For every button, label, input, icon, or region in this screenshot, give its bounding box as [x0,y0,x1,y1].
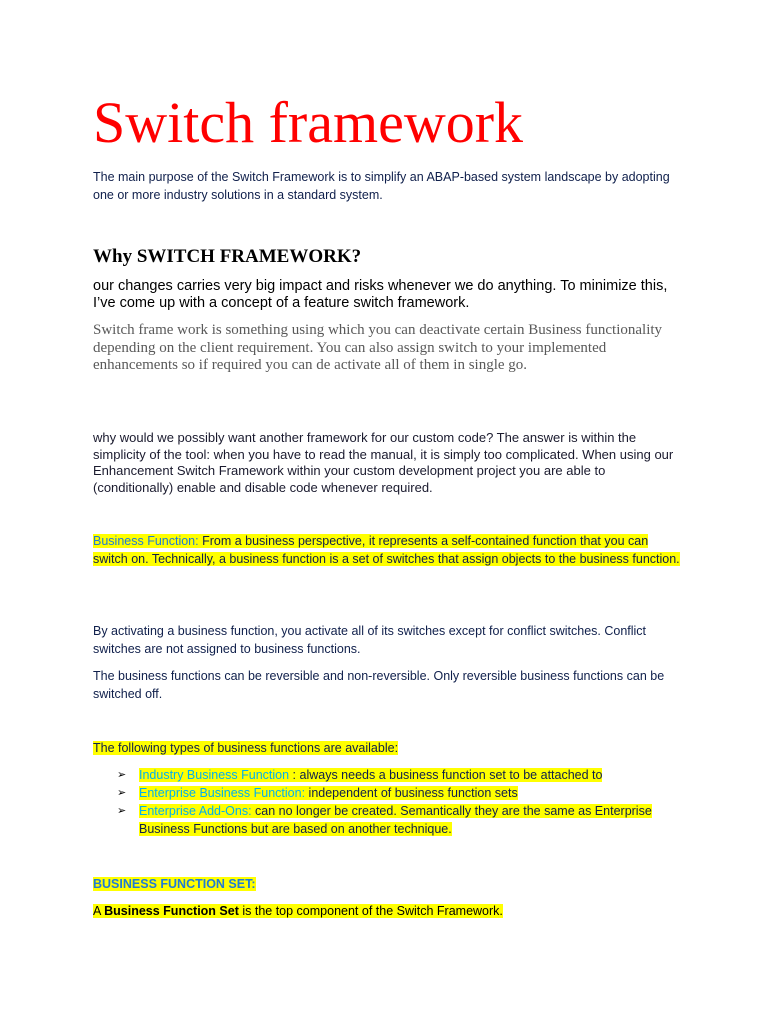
bfs-pre: A [93,904,105,918]
custom-code-paragraph: why would we possibly want another framework for our custom code? The answer is within the simplicity of the tool: when you have to read the manual, it is simply too complicated. When using our Enhancement Switch Framework within your custom development project you are able to (conditionally) enable and disable code whenever required. [93,430,674,495]
business-function-label: Business Function: [93,534,199,548]
business-function-types-list [117,766,683,838]
bfs-post: is the top component of the Switch Framework. [238,904,503,918]
arrow-bullet-icon: ➢ [117,804,127,817]
bfs-heading: BUSINESS FUNCTION SET: [93,877,256,891]
business-function-highlight [93,534,680,566]
types-intro-highlight: The following types of business functions are available: [93,741,399,755]
page-title: Switch framework [93,90,524,155]
type-text: independent of business function sets [305,786,518,800]
list-item [117,784,683,802]
arrow-bullet-icon: ➢ [117,768,127,781]
type-label: Enterprise Business Function: [139,786,306,800]
business-function-paragraph [93,533,683,568]
list-item [117,766,683,784]
type-text: can no longer be created. Semantically they are the same as Enterprise Business Functions but are based on another technique. [139,804,652,836]
switch-description: Switch frame work is something using which you can deactivate certain Business functionality depending on the client requirement. You can also assign switch to your implemented enhancements so if required you can de activate all of them in single go. [93,322,663,373]
bfs-heading-paragraph [93,876,683,894]
why-paragraph: our changes carries very big impact and risks whenever we do anything. To minimize this, I’ve come up with a concept of a feature switch framework. [93,278,668,311]
list-item [117,802,683,838]
activating-paragraph: By activating a business function, you activate all of its switches except for conflict switches. Conflict switches are not assigned to business functions. [93,624,647,656]
bfs-bold: Business Function Set [104,904,239,918]
type-label: Enterprise Add-Ons: [139,804,252,818]
type-label: Industry Business Function [139,768,293,782]
bfs-paragraph [93,903,683,921]
why-heading: Why SWITCH FRAMEWORK? [93,246,362,267]
arrow-bullet-icon: ➢ [117,786,127,799]
types-intro [93,740,683,758]
intro-paragraph: The main purpose of the Switch Framework is to simplify an ABAP-based system landscape by adopting one or more industry solutions in a standard system. [93,170,670,202]
business-function-text: From a business perspective, it represents a self-contained function that you can switch on. Technically, a business function is a set of switches that assign objects to the business function. [93,534,680,566]
type-text: : always needs a business function set to be attached to [292,768,603,782]
reversible-paragraph: The business functions can be reversible and non-reversible. Only reversible business functions can be switched off. [93,669,665,701]
